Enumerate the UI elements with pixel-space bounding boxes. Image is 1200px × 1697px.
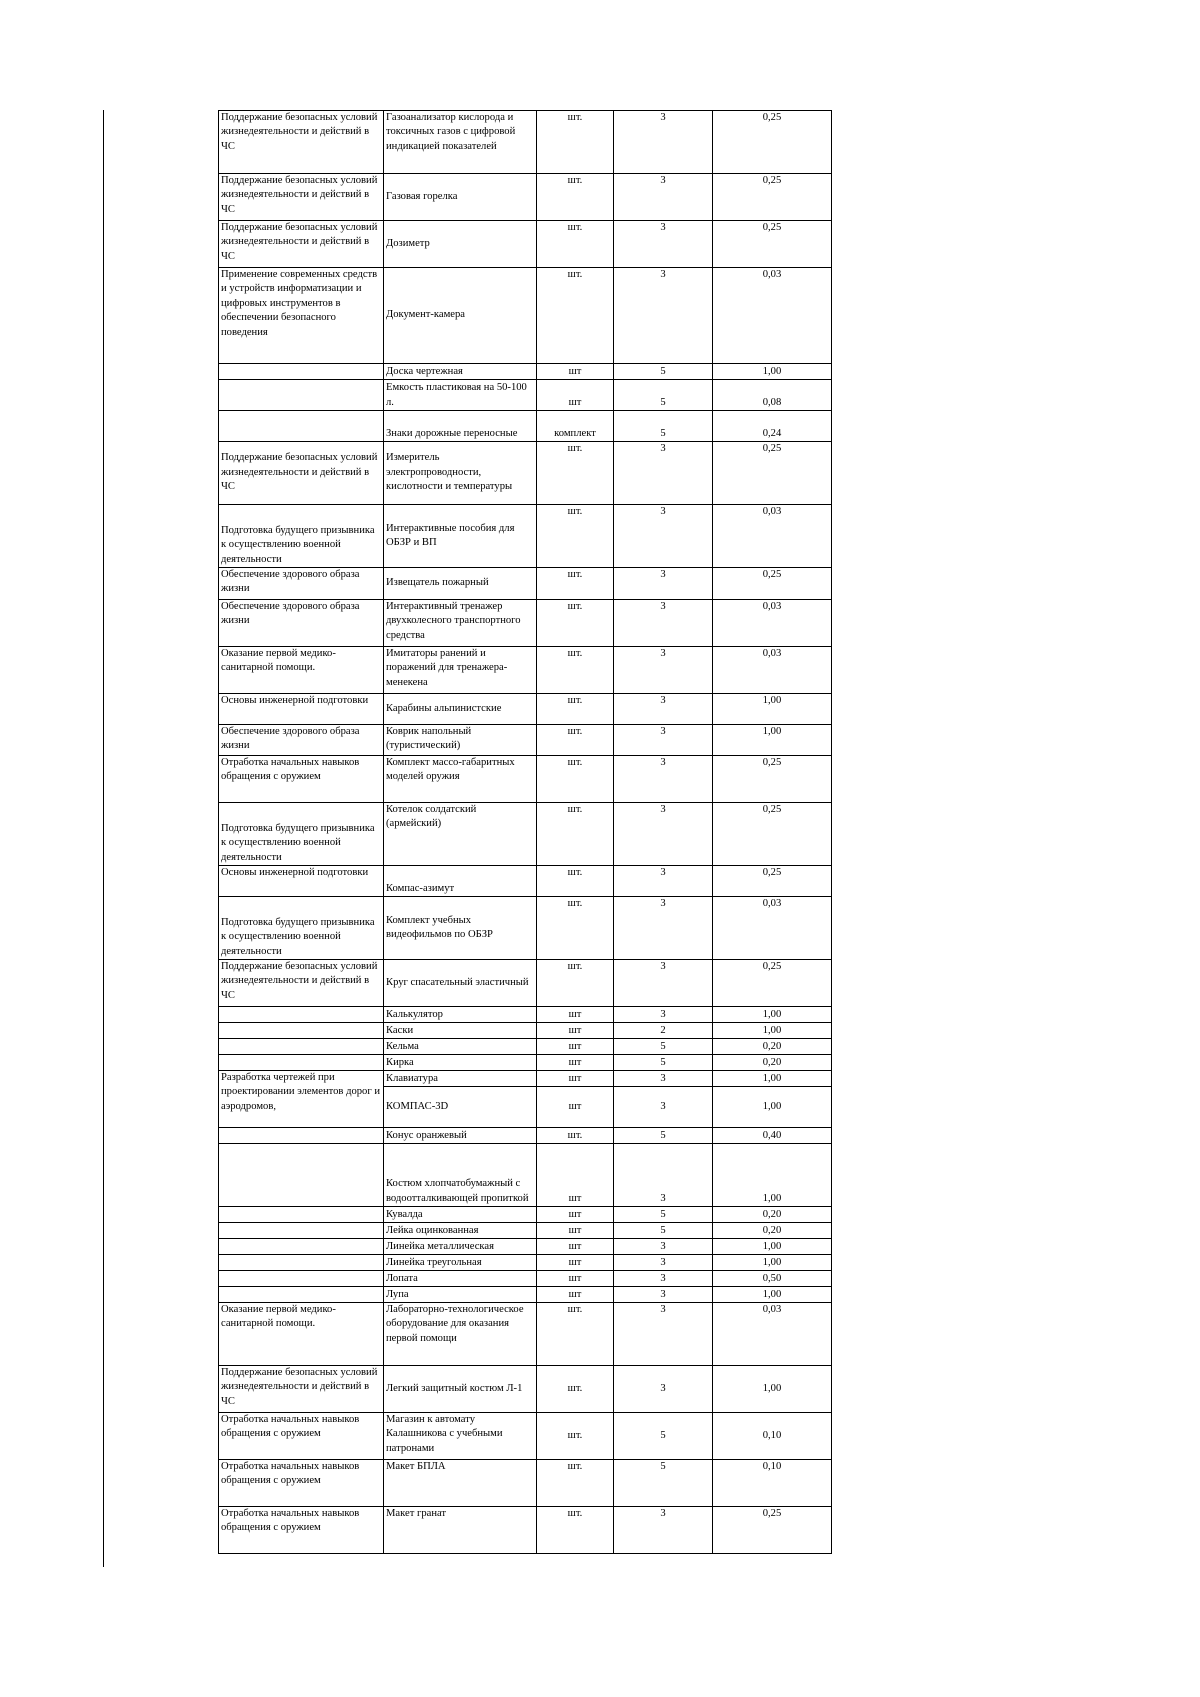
table-row <box>219 1144 832 1207</box>
table-row <box>219 568 832 600</box>
cell-coef: 0,10 <box>713 1413 832 1460</box>
cell-name: Емкость пластиковая на 50-100 л. <box>384 380 537 411</box>
table-row <box>219 1223 832 1239</box>
cell-coef: 0,40 <box>713 1128 832 1144</box>
table-row <box>219 411 832 442</box>
cell-qty: 3 <box>614 756 713 803</box>
cell-qty: 5 <box>614 380 713 411</box>
cell-section: Отработка начальных навыков обращения с оружием <box>219 756 384 803</box>
cell-name: Кельма <box>384 1039 537 1055</box>
cell-coef: 1,00 <box>713 1287 832 1303</box>
cell-name: Дозиметр <box>384 221 537 268</box>
cell-section: Поддержание безопасных условий жизнедеятельности и действий в ЧС <box>219 111 384 174</box>
table-row <box>219 1039 832 1055</box>
cell-name: Имитаторы ранений и поражений для тренажера-менекена <box>384 647 537 694</box>
cell-name: Компас-азимут <box>384 866 537 897</box>
cell-coef: 1,00 <box>713 364 832 380</box>
cell-coef: 1,00 <box>713 1071 832 1087</box>
cell-name: Кирка <box>384 1055 537 1071</box>
table-row <box>219 1460 832 1507</box>
cell-unit: шт. <box>537 866 614 897</box>
cell-qty: 3 <box>614 1366 713 1413</box>
cell-unit: шт. <box>537 897 614 960</box>
cell-unit: шт. <box>537 694 614 725</box>
cell-name: Комплект массо-габаритных моделей оружия <box>384 756 537 803</box>
cell-coef: 0,10 <box>713 1460 832 1507</box>
cell-name: Клавиатура <box>384 1071 537 1087</box>
cell-unit: шт. <box>537 174 614 221</box>
cell-qty: 3 <box>614 111 713 174</box>
table-row <box>219 1255 832 1271</box>
cell-coef: 0,25 <box>713 111 832 174</box>
cell-section <box>219 364 384 380</box>
cell-unit: шт <box>537 1223 614 1239</box>
cell-coef: 0,25 <box>713 866 832 897</box>
cell-unit: шт. <box>537 600 614 647</box>
cell-section: Основы инженерной подготовки <box>219 694 384 725</box>
cell-qty: 3 <box>614 1271 713 1287</box>
cell-unit: шт <box>537 1007 614 1023</box>
cell-unit: шт <box>537 1087 614 1128</box>
cell-section: Отработка начальных навыков обращения с оружием <box>219 1413 384 1460</box>
cell-qty: 5 <box>614 1039 713 1055</box>
cell-qty: 3 <box>614 1287 713 1303</box>
cell-coef: 0,25 <box>713 568 832 600</box>
cell-section: Подготовка будущего призывника к осуществлению военной деятельности <box>219 803 384 866</box>
cell-section: Основы инженерной подготовки <box>219 866 384 897</box>
cell-name: Костюм хлопчатобумажный с водоотталкивающей пропиткой <box>384 1144 537 1207</box>
cell-unit: шт. <box>537 111 614 174</box>
cell-qty: 3 <box>614 1303 713 1366</box>
table-row <box>219 174 832 221</box>
cell-coef: 0,24 <box>713 411 832 442</box>
cell-qty: 3 <box>614 442 713 505</box>
cell-unit: шт <box>537 1271 614 1287</box>
cell-section: Оказание первой медико-санитарной помощи. <box>219 1303 384 1366</box>
table-row <box>219 647 832 694</box>
cell-section: Подготовка будущего призывника к осуществлению военной деятельности <box>219 505 384 568</box>
table-row <box>219 268 832 364</box>
cell-name: Лабораторно-технологическое оборудование для оказания первой помощи <box>384 1303 537 1366</box>
cell-qty: 3 <box>614 600 713 647</box>
cell-coef: 0,25 <box>713 221 832 268</box>
table-row <box>219 1507 832 1554</box>
cell-name: Макет БПЛА <box>384 1460 537 1507</box>
cell-section <box>219 1239 384 1255</box>
cell-name: Круг спасательный эластичный <box>384 960 537 1007</box>
cell-unit: шт <box>537 1071 614 1087</box>
cell-name: Знаки дорожные переносные <box>384 411 537 442</box>
cell-unit: шт <box>537 1287 614 1303</box>
table-row <box>219 694 832 725</box>
equipment-table <box>218 110 832 1554</box>
cell-name: Интерактивные пособия для ОБЗР и ВП <box>384 505 537 568</box>
table-row <box>219 1055 832 1071</box>
cell-section: Поддержание безопасных условий жизнедеятельности и действий в ЧС <box>219 442 384 505</box>
cell-coef: 0,03 <box>713 268 832 364</box>
cell-unit: шт. <box>537 221 614 268</box>
cell-qty: 5 <box>614 1413 713 1460</box>
table-row <box>219 1413 832 1460</box>
cell-section: Поддержание безопасных условий жизнедеятельности и действий в ЧС <box>219 221 384 268</box>
cell-section <box>219 1039 384 1055</box>
cell-name: Линейка треугольная <box>384 1255 537 1271</box>
cell-qty: 2 <box>614 1023 713 1039</box>
table-row <box>219 600 832 647</box>
cell-unit: шт <box>537 380 614 411</box>
cell-name: Котелок солдатский (армейский) <box>384 803 537 866</box>
table-row <box>219 1239 832 1255</box>
cell-qty: 5 <box>614 1207 713 1223</box>
cell-unit: шт. <box>537 1366 614 1413</box>
cell-name: Измеритель электропроводности, кислотности и температуры <box>384 442 537 505</box>
cell-name: Конус оранжевый <box>384 1128 537 1144</box>
cell-section: Отработка начальных навыков обращения с оружием <box>219 1460 384 1507</box>
cell-qty: 5 <box>614 364 713 380</box>
cell-unit: шт <box>537 1023 614 1039</box>
cell-qty: 3 <box>614 803 713 866</box>
cell-name: Калькулятор <box>384 1007 537 1023</box>
cell-coef: 1,00 <box>713 1144 832 1207</box>
cell-section: Разработка чертежей при проектировании элементов дорог и аэродромов, <box>219 1071 384 1128</box>
cell-name: Документ-камера <box>384 268 537 364</box>
cell-coef: 0,20 <box>713 1223 832 1239</box>
cell-section <box>219 1223 384 1239</box>
table-row <box>219 1303 832 1366</box>
cell-unit: комплект <box>537 411 614 442</box>
cell-unit: шт. <box>537 1507 614 1554</box>
cell-unit: шт. <box>537 268 614 364</box>
cell-qty: 5 <box>614 1460 713 1507</box>
cell-coef: 1,00 <box>713 1023 832 1039</box>
cell-unit: шт. <box>537 647 614 694</box>
cell-unit: шт. <box>537 1460 614 1507</box>
cell-coef: 0,03 <box>713 600 832 647</box>
table-row <box>219 505 832 568</box>
cell-qty: 3 <box>614 725 713 756</box>
table-row <box>219 380 832 411</box>
table-row <box>219 1023 832 1039</box>
cell-qty: 3 <box>614 694 713 725</box>
cell-name: Линейка металлическая <box>384 1239 537 1255</box>
page-margin-line <box>103 110 104 1567</box>
cell-coef: 0,25 <box>713 756 832 803</box>
cell-section: Поддержание безопасных условий жизнедеятельности и действий в ЧС <box>219 174 384 221</box>
cell-qty: 3 <box>614 174 713 221</box>
cell-coef: 0,03 <box>713 505 832 568</box>
cell-unit: шт <box>537 1039 614 1055</box>
cell-qty: 3 <box>614 960 713 1007</box>
cell-qty: 3 <box>614 1507 713 1554</box>
cell-name: Кувалда <box>384 1207 537 1223</box>
cell-coef: 1,00 <box>713 1255 832 1271</box>
cell-coef: 0,03 <box>713 647 832 694</box>
table-row <box>219 1207 832 1223</box>
cell-section <box>219 1255 384 1271</box>
table-row <box>219 1366 832 1413</box>
cell-name: Коврик напольный (туристический) <box>384 725 537 756</box>
cell-name: Лейка оцинкованная <box>384 1223 537 1239</box>
cell-qty: 3 <box>614 1255 713 1271</box>
cell-unit: шт. <box>537 725 614 756</box>
table-row <box>219 1071 832 1087</box>
cell-name: Газовая горелка <box>384 174 537 221</box>
cell-section: Обеспечение здорового образа жизни <box>219 600 384 647</box>
cell-section: Применение современных средств и устройств информатизации и цифровых инструментов в обеспечении безопасного поведения <box>219 268 384 364</box>
table-row <box>219 111 832 174</box>
cell-unit: шт. <box>537 1413 614 1460</box>
cell-qty: 5 <box>614 411 713 442</box>
cell-unit: шт <box>537 1055 614 1071</box>
cell-section: Обеспечение здорового образа жизни <box>219 568 384 600</box>
cell-unit: шт <box>537 1144 614 1207</box>
cell-qty: 3 <box>614 221 713 268</box>
cell-coef: 1,00 <box>713 694 832 725</box>
cell-section <box>219 1271 384 1287</box>
cell-section <box>219 1128 384 1144</box>
cell-coef: 0,20 <box>713 1055 832 1071</box>
cell-section: Подготовка будущего призывника к осуществлению военной деятельности <box>219 897 384 960</box>
cell-coef: 1,00 <box>713 1366 832 1413</box>
cell-qty: 3 <box>614 1239 713 1255</box>
cell-section <box>219 1023 384 1039</box>
cell-name: КОМПАС-3D <box>384 1087 537 1128</box>
table-row <box>219 442 832 505</box>
cell-name: Каски <box>384 1023 537 1039</box>
table-row <box>219 1128 832 1144</box>
cell-qty: 5 <box>614 1055 713 1071</box>
cell-coef: 0,20 <box>713 1207 832 1223</box>
cell-unit: шт. <box>537 505 614 568</box>
cell-name: Макет гранат <box>384 1507 537 1554</box>
cell-name: Извещатель пожарный <box>384 568 537 600</box>
cell-name: Карабины альпинистские <box>384 694 537 725</box>
cell-coef: 0,25 <box>713 803 832 866</box>
table-row <box>219 364 832 380</box>
cell-qty: 3 <box>614 897 713 960</box>
cell-section <box>219 1144 384 1207</box>
cell-coef: 1,00 <box>713 1007 832 1023</box>
table-row <box>219 866 832 897</box>
cell-unit: шт <box>537 364 614 380</box>
table-row <box>219 803 832 866</box>
cell-coef: 0,25 <box>713 960 832 1007</box>
cell-name: Интерактивный тренажер двухколесного транспортного средства <box>384 600 537 647</box>
cell-qty: 3 <box>614 505 713 568</box>
cell-unit: шт <box>537 1255 614 1271</box>
cell-section <box>219 411 384 442</box>
cell-name: Лупа <box>384 1287 537 1303</box>
cell-coef: 1,00 <box>713 1239 832 1255</box>
table-row <box>219 897 832 960</box>
cell-coef: 0,25 <box>713 442 832 505</box>
cell-unit: шт. <box>537 568 614 600</box>
cell-qty: 3 <box>614 1144 713 1207</box>
cell-name: Легкий защитный костюм Л-1 <box>384 1366 537 1413</box>
cell-coef: 0,20 <box>713 1039 832 1055</box>
cell-name: Магазин к автомату Калашникова с учебными патронами <box>384 1413 537 1460</box>
cell-coef: 0,25 <box>713 174 832 221</box>
cell-section: Оказание первой медико-санитарной помощи. <box>219 647 384 694</box>
cell-qty: 3 <box>614 1087 713 1128</box>
cell-qty: 3 <box>614 1007 713 1023</box>
cell-coef: 1,00 <box>713 1087 832 1128</box>
cell-unit: шт. <box>537 756 614 803</box>
table-row <box>219 1271 832 1287</box>
cell-coef: 0,50 <box>713 1271 832 1287</box>
cell-unit: шт. <box>537 960 614 1007</box>
cell-name: Комплект учебных видеофильмов по ОБЗР <box>384 897 537 960</box>
cell-qty: 3 <box>614 866 713 897</box>
cell-unit: шт <box>537 1239 614 1255</box>
cell-coef: 0,03 <box>713 1303 832 1366</box>
cell-qty: 5 <box>614 1128 713 1144</box>
cell-coef: 0,25 <box>713 1507 832 1554</box>
table-row <box>219 221 832 268</box>
cell-qty: 5 <box>614 1223 713 1239</box>
cell-qty: 3 <box>614 568 713 600</box>
table-row <box>219 1287 832 1303</box>
cell-section: Обеспечение здорового образа жизни <box>219 725 384 756</box>
cell-section <box>219 1287 384 1303</box>
cell-unit: шт. <box>537 1303 614 1366</box>
table-row <box>219 1007 832 1023</box>
cell-qty: 3 <box>614 1071 713 1087</box>
cell-section <box>219 1007 384 1023</box>
cell-name: Лопата <box>384 1271 537 1287</box>
cell-section: Поддержание безопасных условий жизнедеятельности и действий в ЧС <box>219 1366 384 1413</box>
cell-section <box>219 380 384 411</box>
cell-name: Газоанализатор кислорода и токсичных газов с цифровой индикацией показателей <box>384 111 537 174</box>
cell-unit: шт <box>537 1207 614 1223</box>
cell-name: Доска чертежная <box>384 364 537 380</box>
equipment-table-body <box>219 111 832 1554</box>
table-row <box>219 756 832 803</box>
table-row <box>219 725 832 756</box>
cell-unit: шт. <box>537 1128 614 1144</box>
cell-coef: 0,08 <box>713 380 832 411</box>
cell-qty: 3 <box>614 268 713 364</box>
cell-unit: шт. <box>537 442 614 505</box>
cell-qty: 3 <box>614 647 713 694</box>
cell-section <box>219 1207 384 1223</box>
cell-section: Отработка начальных навыков обращения с оружием <box>219 1507 384 1554</box>
cell-unit: шт. <box>537 803 614 866</box>
table-row <box>219 960 832 1007</box>
cell-coef: 1,00 <box>713 725 832 756</box>
cell-section: Поддержание безопасных условий жизнедеятельности и действий в ЧС <box>219 960 384 1007</box>
cell-section <box>219 1055 384 1071</box>
cell-coef: 0,03 <box>713 897 832 960</box>
